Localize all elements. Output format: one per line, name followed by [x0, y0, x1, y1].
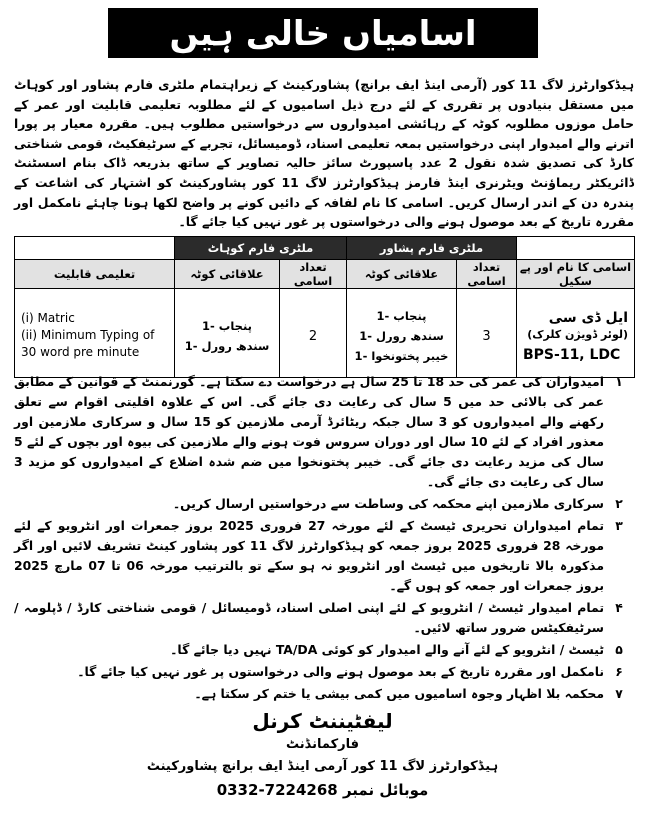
post-name: ایل ڈی سی [548, 309, 628, 326]
condition-number: ۵ [615, 642, 623, 657]
kohat-count-cell [280, 289, 347, 378]
post-cell [517, 289, 635, 378]
peshawar-quota-cell [347, 289, 457, 378]
signatory-rank: لیفٹیننٹ کرنل [252, 709, 393, 733]
condition-number: ۴ [615, 600, 623, 615]
contact-mobile: موبائل نمبر 7224268-0332 [216, 781, 429, 799]
quota-item: سندھ رورل -1 [184, 339, 270, 353]
column-header-qualification: تعلیمی قابلیت [15, 260, 175, 289]
page-title: اسامیاں خالی ہیں [108, 8, 538, 58]
post-subtitle: (لوئر ڈویژن کلرک) [527, 327, 628, 341]
condition-item [14, 494, 634, 514]
condition-number: ۶ [615, 664, 623, 679]
condition-text: نامکمل اور مقررہ تاریخ کے بعد موصول ہونے والی درخواستوں پر غور نہیں کیا جائے گا۔ [77, 664, 604, 679]
peshawar-count-cell [457, 289, 517, 378]
quota-item: سندھ رورل -1 [359, 329, 444, 343]
column-header-kohat-count: تعداد اسامی [280, 260, 347, 289]
condition-number: ۲ [615, 496, 623, 511]
kohat-count: 2 [308, 328, 318, 344]
column-header-peshawar-count: تعداد اسامی [457, 260, 517, 289]
table-row [15, 289, 635, 378]
condition-item [14, 598, 634, 638]
signatory-unit: ہیڈکوارٹرز لاگ 11 کور آرمی اینڈ ایف برانچ پشاورکینٹ [146, 759, 499, 774]
condition-item [14, 372, 634, 492]
condition-text: محکمہ بلا اظہار وجوہ اسامیوں میں کمی بیشی یا ختم کر سکتا ہے۔ [194, 686, 604, 701]
kohat-quota-cell [175, 289, 280, 378]
signatory-designation: فارکمانڈنٹ [285, 737, 360, 752]
quota-item: پنجاب -1 [376, 309, 427, 323]
quota-item: پنجاب -1 [202, 319, 252, 333]
group-header-kohat: ملٹری فارم کوہاٹ [175, 237, 347, 260]
condition-text: تمام امیدوار ٹیسٹ / انٹرویو کے لئے اپنی اصلی اسناد، ڈومیسائل / قومی شناختی کارڈ / ڈپلومہ / سرٹیفکیٹس ضرور ساتھ لائیں۔ [14, 600, 604, 635]
post-scale: BPS-11, LDC [523, 346, 621, 363]
qualification-line: (i) Matric [21, 310, 75, 325]
condition-text: سرکاری ملازمین اپنے محکمہ کی وساطت سے درخواستیں ارسال کریں۔ [172, 496, 604, 511]
condition-item [14, 662, 634, 682]
table-corner-cell [517, 237, 635, 260]
condition-number: ۳ [615, 518, 623, 533]
column-header-post: اسامی کا نام اور پے سکیل [517, 260, 635, 289]
condition-text: امیدواران کی عمر کی حد 18 تا 25 سال ہے درخواست دے سکتا ہے۔ گورنمنٹ کے قوانین کے مطابق عمر کی بالائی حد میں 5 سال کی رعایت دی جائے گی۔ اس کے علاوہ اقلیتی اقوام سے تعلق رکھنے والے امیدواروں کو 3 سال جبکہ ریٹائرڈ آرمی ملازمین کو 15 سال و سرکاری ملازمین اور معذور افراد کے لئے 10 سال اور دوران سروس فوت ہونے والے ملازمین کی بیوہ اور بچوں کے لئے 5 سال کی مزید رعایت دی جائے گی۔ خیبر پختونخوا میں ضم شدہ اضلاع کے امیدواروں کو مزید 3 سال کی رعایت دی جائے گی۔ [14, 374, 604, 489]
conditions-list [14, 372, 634, 706]
qualification-cell [15, 289, 175, 378]
condition-item [14, 684, 634, 704]
qualification-line: 30 word pre minute [21, 344, 140, 359]
column-header-peshawar-quota: علاقائی کوٹہ [347, 260, 457, 289]
vacancy-table [14, 236, 635, 378]
condition-item [14, 640, 634, 660]
condition-item [14, 516, 634, 596]
condition-number: ۷ [615, 686, 623, 701]
quota-item: خیبر پختونخوا -1 [354, 349, 449, 363]
signature-block [0, 708, 645, 802]
qualification-line: (ii) Minimum Typing of [21, 327, 155, 342]
intro-paragraph [14, 75, 634, 232]
column-header-kohat-quota: علاقائی کوٹہ [175, 260, 280, 289]
condition-text: تمام امیدواران تحریری ٹیسٹ کے لئے مورخہ 27 فروری 2025 بروز جمعرات اور انٹرویو کے لئے مورخہ 28 فروری 2025 بروز جمعہ کو ہیڈکوارٹرز لاگ 11 کور پشاور کینٹ تشریف لائیں اور اگر مذکورہ بالا تاریخوں میں ٹیسٹ اور انٹرویو نہ ہو سکے تو بالترتیب مورخہ 06 تا 07 مارچ 2025 بروز جمعرات اور جمعہ کو ہوں گے۔ [14, 518, 605, 593]
condition-number: ۱ [615, 374, 623, 389]
table-blank-cell [15, 237, 175, 260]
condition-text: ٹیسٹ / انٹرویو کے لئے آنے والے امیدوار کو کوئی TA/DA نہیں دیا جائے گا۔ [170, 642, 604, 657]
peshawar-count: 3 [482, 328, 491, 344]
intro-text: ہیڈکوارٹرز لاگ 11 کور (آرمی اینڈ ایف برانچ) پشاورکینٹ کے زیراہتمام ملٹری فارم پشاور اور کوہاٹ میں مستقل بنیادوں پر تقرری کے لئے درج ذیل اسامیوں کے لئے مطلوبہ تعلیمی قابلیت اور عمر کے حامل موزوں مطلوبہ کوٹہ کے رہائشی امیدواروں سے درخواستیں مطلوب ہیں۔ مقررہ معیار پر پورا اترنے والے امیدوار اپنی درخواستیں بمعہ تعلیمی اسناد، ڈومیسائل، تجربے کے سرٹیفکیٹ، قومی شناختی کارڈ کی تصدیق شدہ نقول 2 عدد پاسپورٹ سائز حالیہ تصاویر کے ساتھ بذریعہ ڈاک بنام اسسٹنٹ ڈائریکٹر ریماؤنٹ ویٹرنری اینڈ فارمز ہیڈکوارٹرز لاگ 11 کور پشاورکینٹ کو اشتہار کی اشاعت کے پندرہ دن کے اندر ارسال کریں۔ اسامی کا نام لفافہ کے دائیں کونے پر واضح لکھا ہونا چاہئے نامکمل اور مقررہ تاریخ کے بعد موصول ہونے والی درخواستوں پر غور نہیں کیا جائے گا۔ [14, 77, 635, 230]
group-header-peshawar: ملٹری فارم پشاور [347, 237, 517, 260]
